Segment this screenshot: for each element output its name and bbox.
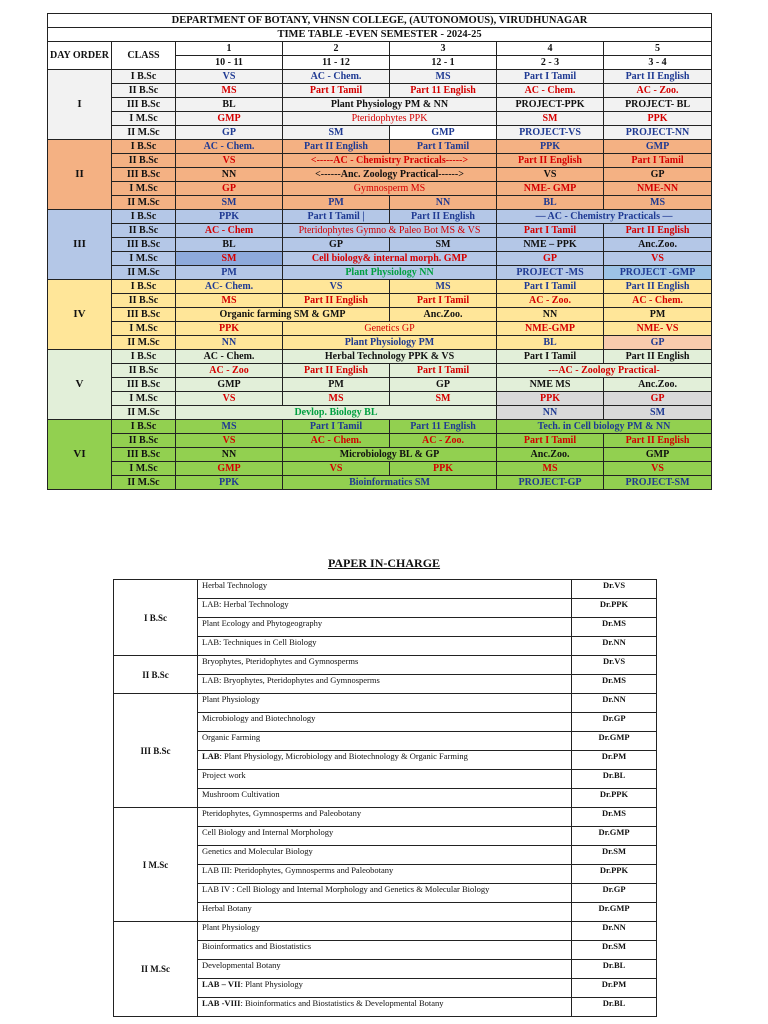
day-order-cell: V bbox=[48, 350, 112, 420]
staff-cell: Dr.GMP bbox=[572, 827, 657, 846]
class-cell: II M.Sc bbox=[112, 196, 176, 210]
period-cell: SM bbox=[390, 238, 497, 252]
timetable-row bbox=[48, 462, 712, 476]
paper-title: Mushroom Cultivation bbox=[202, 789, 280, 799]
period-cell: PROJECT-SM bbox=[604, 476, 712, 490]
paper-class-cell: II B.Sc bbox=[114, 656, 198, 694]
period-cell: SM bbox=[283, 126, 390, 140]
period-cell: Part I Tamil bbox=[497, 224, 604, 238]
timetable-row bbox=[48, 140, 712, 154]
period-cell: VS bbox=[176, 154, 283, 168]
paper-title-cell bbox=[198, 808, 572, 827]
period-cell: Part I Tamil bbox=[283, 420, 390, 434]
class-cell: I M.Sc bbox=[112, 112, 176, 126]
period-cell: Plant Physiology PM & NN bbox=[283, 98, 497, 112]
period-cell: Organic farming SM & GMP bbox=[176, 308, 390, 322]
paper-title-cell bbox=[198, 998, 572, 1017]
period-cell: NME-GMP bbox=[497, 322, 604, 336]
period-cell: PPK bbox=[497, 392, 604, 406]
period-cell: AC - Chem. bbox=[176, 140, 283, 154]
staff-cell: Dr.MS bbox=[572, 808, 657, 827]
period-cell: GP bbox=[176, 182, 283, 196]
period-cell: PROJECT-NN bbox=[604, 126, 712, 140]
time-header: 10 - 11 bbox=[176, 56, 283, 70]
paper-title-cell bbox=[198, 637, 572, 656]
staff-cell: Dr.PPK bbox=[572, 599, 657, 618]
paper-title: Plant Physiology bbox=[202, 922, 260, 932]
staff-cell: Dr.PPK bbox=[572, 865, 657, 884]
paper-class-cell: III B.Sc bbox=[114, 694, 198, 808]
period-cell: VS bbox=[604, 462, 712, 476]
paper-row bbox=[114, 808, 657, 827]
period-cell: GMP bbox=[176, 112, 283, 126]
hour-header: 5 bbox=[604, 42, 712, 56]
period-cell: Part I Tamil bbox=[604, 154, 712, 168]
class-cell: II M.Sc bbox=[112, 126, 176, 140]
staff-cell: Dr.BL bbox=[572, 770, 657, 789]
paper-title: Herbal Botany bbox=[202, 903, 252, 913]
paper-title: Developmental Botany bbox=[202, 960, 281, 970]
staff-cell: Dr.NN bbox=[572, 694, 657, 713]
period-cell: GMP bbox=[604, 448, 712, 462]
period-cell: AC- Chem. bbox=[176, 280, 283, 294]
hour-header: 2 bbox=[283, 42, 390, 56]
paper-class-cell: I M.Sc bbox=[114, 808, 198, 922]
paper-title-cell bbox=[198, 580, 572, 599]
hour-header: 4 bbox=[497, 42, 604, 56]
timetable-title: DEPARTMENT OF BOTANY, VHNSN COLLEGE, (AUTONOMOUS), VIRUDHUNAGAR bbox=[48, 14, 712, 28]
staff-cell: Dr.PPK bbox=[572, 789, 657, 808]
timetable-row bbox=[48, 238, 712, 252]
paper-title: Organic Farming bbox=[202, 732, 261, 742]
period-cell: Part II English bbox=[604, 350, 712, 364]
paper-class-cell: II M.Sc bbox=[114, 922, 198, 1017]
period-cell: VS bbox=[604, 252, 712, 266]
day-order-header: DAY ORDER bbox=[48, 42, 112, 70]
paper-title: Bioinformatics and Biostatistics bbox=[202, 941, 312, 951]
paper-title: : Bioinformatics and Biostatistics & Developmental Botany bbox=[240, 998, 444, 1008]
period-cell: PROJECT -MS bbox=[497, 266, 604, 280]
period-cell: VS bbox=[283, 280, 390, 294]
paper-title: LAB IV : Cell Biology and Internal Morphology and Genetics & Molecular Biology bbox=[202, 884, 490, 894]
period-cell: PPK bbox=[176, 476, 283, 490]
class-cell: III B.Sc bbox=[112, 238, 176, 252]
timetable-row bbox=[48, 322, 712, 336]
staff-cell: Dr.VS bbox=[572, 656, 657, 675]
period-cell: SM bbox=[176, 252, 283, 266]
class-cell: I B.Sc bbox=[112, 210, 176, 224]
time-header: 11 - 12 bbox=[283, 56, 390, 70]
period-cell: PM bbox=[283, 196, 390, 210]
class-cell: I M.Sc bbox=[112, 462, 176, 476]
period-cell: GMP bbox=[604, 140, 712, 154]
period-cell: GP bbox=[604, 336, 712, 350]
day-order-cell: I bbox=[48, 70, 112, 140]
paper-title-cell bbox=[198, 846, 572, 865]
timetable-subtitle: TIME TABLE -EVEN SEMESTER - 2024-25 bbox=[48, 28, 712, 42]
period-cell: GMP bbox=[176, 378, 283, 392]
class-cell: III B.Sc bbox=[112, 168, 176, 182]
period-cell: MS bbox=[604, 196, 712, 210]
time-header: 2 - 3 bbox=[497, 56, 604, 70]
staff-cell: Dr.BL bbox=[572, 960, 657, 979]
paper-title-cell bbox=[198, 960, 572, 979]
paper-class-cell: I B.Sc bbox=[114, 580, 198, 656]
paper-title-cell bbox=[198, 884, 572, 903]
period-cell: GP bbox=[283, 238, 390, 252]
paper-title: Pteridophytes, Gymnosperms and Paleobotany bbox=[202, 808, 362, 818]
period-cell: Part II English bbox=[604, 70, 712, 84]
timetable-row bbox=[48, 126, 712, 140]
period-cell: SM bbox=[390, 392, 497, 406]
period-cell: <-----AC - Chemistry Practicals-----> bbox=[283, 154, 497, 168]
period-cell: AC - Chem. bbox=[176, 350, 283, 364]
period-cell: NN bbox=[176, 168, 283, 182]
staff-cell: Dr.MS bbox=[572, 618, 657, 637]
timetable-row bbox=[48, 378, 712, 392]
paper-title-cell bbox=[198, 827, 572, 846]
class-cell: I M.Sc bbox=[112, 182, 176, 196]
period-cell: Part II English bbox=[390, 210, 497, 224]
class-cell: III B.Sc bbox=[112, 98, 176, 112]
paper-title-cell bbox=[198, 789, 572, 808]
staff-cell: Dr.GP bbox=[572, 884, 657, 903]
timetable-row bbox=[48, 308, 712, 322]
timetable-row bbox=[48, 112, 712, 126]
period-cell: PPK bbox=[176, 210, 283, 224]
period-cell: Anc.Zoo. bbox=[497, 448, 604, 462]
period-cell: Part I Tamil | bbox=[283, 210, 390, 224]
period-cell: Part II English bbox=[283, 140, 390, 154]
period-cell: PM bbox=[283, 378, 390, 392]
timetable-row bbox=[48, 154, 712, 168]
timetable-row bbox=[48, 420, 712, 434]
period-cell: Gymnosperm MS bbox=[283, 182, 497, 196]
period-cell: Part I Tamil bbox=[390, 294, 497, 308]
period-cell: VS bbox=[176, 392, 283, 406]
class-cell: II B.Sc bbox=[112, 224, 176, 238]
paper-title: LAB III: Pteridophytes, Gymnosperms and Paleobotany bbox=[202, 865, 394, 875]
paper-title: LAB: Herbal Technology bbox=[202, 599, 289, 609]
period-cell: AC - Zoo. bbox=[390, 434, 497, 448]
period-cell: MS bbox=[283, 392, 390, 406]
period-cell: Microbiology BL & GP bbox=[283, 448, 497, 462]
class-header: CLASS bbox=[112, 42, 176, 70]
period-cell: VS bbox=[283, 462, 390, 476]
day-order-cell: IV bbox=[48, 280, 112, 350]
period-cell: Anc.Zoo. bbox=[604, 378, 712, 392]
paper-title-cell bbox=[198, 732, 572, 751]
period-cell: Plant Physiology PM bbox=[283, 336, 497, 350]
class-cell: I M.Sc bbox=[112, 392, 176, 406]
timetable-row bbox=[48, 476, 712, 490]
timetable-row bbox=[48, 182, 712, 196]
period-cell: GP bbox=[604, 392, 712, 406]
timetable-row bbox=[48, 350, 712, 364]
day-order-cell: VI bbox=[48, 420, 112, 490]
period-cell: PROJECT-PPK bbox=[497, 98, 604, 112]
period-cell: MS bbox=[176, 294, 283, 308]
paper-incharge-table bbox=[113, 579, 657, 1017]
period-cell: AC - Chem. bbox=[604, 294, 712, 308]
timetable-row bbox=[48, 392, 712, 406]
paper-title-cell bbox=[198, 599, 572, 618]
period-cell: MS bbox=[176, 420, 283, 434]
paper-title: Genetics and Molecular Biology bbox=[202, 846, 313, 856]
period-cell: PROJECT-VS bbox=[497, 126, 604, 140]
period-cell: AC - Zoo bbox=[176, 364, 283, 378]
period-cell: PPK bbox=[604, 112, 712, 126]
period-cell: Anc.Zoo. bbox=[390, 308, 497, 322]
period-cell: AC - Chem. bbox=[283, 434, 390, 448]
timetable-row bbox=[48, 406, 712, 420]
paper-title: LAB: Techniques in Cell Biology bbox=[202, 637, 317, 647]
time-header: 3 - 4 bbox=[604, 56, 712, 70]
timetable-row bbox=[48, 294, 712, 308]
period-cell: GP bbox=[176, 126, 283, 140]
period-cell: Part 11 English bbox=[390, 420, 497, 434]
paper-title-cell bbox=[198, 656, 572, 675]
period-cell: Part 11 English bbox=[390, 84, 497, 98]
paper-title: : Plant Physiology, Microbiology and Biotechnology & Organic Farming bbox=[219, 751, 468, 761]
class-cell: I M.Sc bbox=[112, 252, 176, 266]
timetable-row bbox=[48, 364, 712, 378]
paper-title: Cell Biology and Internal Morphology bbox=[202, 827, 334, 837]
period-cell: PM bbox=[604, 308, 712, 322]
timetable-row bbox=[48, 280, 712, 294]
class-cell: II B.Sc bbox=[112, 294, 176, 308]
staff-cell: Dr.PM bbox=[572, 979, 657, 998]
paper-row bbox=[114, 694, 657, 713]
period-cell: NME-NN bbox=[604, 182, 712, 196]
period-cell: <------Anc. Zoology Practical------> bbox=[283, 168, 497, 182]
period-cell: Bioinformatics SM bbox=[283, 476, 497, 490]
period-cell: Anc.Zoo. bbox=[604, 238, 712, 252]
period-cell: SM bbox=[497, 112, 604, 126]
period-cell: PM bbox=[176, 266, 283, 280]
timetable-row bbox=[48, 98, 712, 112]
period-cell: NME- VS bbox=[604, 322, 712, 336]
class-cell: I B.Sc bbox=[112, 280, 176, 294]
period-cell: GP bbox=[497, 252, 604, 266]
period-cell: Cell biology& internal morph. GMP bbox=[283, 252, 497, 266]
period-cell: Part II English bbox=[604, 280, 712, 294]
timetable-row bbox=[48, 196, 712, 210]
paper-lab-label: LAB -VIII bbox=[202, 998, 241, 1008]
class-cell: II M.Sc bbox=[112, 476, 176, 490]
paper-title: Project work bbox=[202, 770, 246, 780]
period-cell: NN bbox=[176, 336, 283, 350]
timetable-row bbox=[48, 434, 712, 448]
period-cell: Pteridophytes Gymno & Paleo Bot MS & VS bbox=[283, 224, 497, 238]
day-order-cell: II bbox=[48, 140, 112, 210]
staff-cell: Dr.GMP bbox=[572, 732, 657, 751]
class-cell: II B.Sc bbox=[112, 434, 176, 448]
paper-title: Microbiology and Biotechnology bbox=[202, 713, 316, 723]
class-cell: II B.Sc bbox=[112, 154, 176, 168]
period-cell: ---AC - Zoology Practical- bbox=[497, 364, 712, 378]
period-cell: GP bbox=[390, 378, 497, 392]
period-cell: Part II English bbox=[604, 434, 712, 448]
staff-cell: Dr.NN bbox=[572, 637, 657, 656]
timetable-row bbox=[48, 336, 712, 350]
hour-header: 1 bbox=[176, 42, 283, 56]
class-cell: II B.Sc bbox=[112, 364, 176, 378]
paper-title-cell bbox=[198, 694, 572, 713]
period-cell: Part I Tamil bbox=[390, 364, 497, 378]
paper-incharge-title: PAPER IN-CHARGE bbox=[327, 556, 441, 570]
class-cell: III B.Sc bbox=[112, 448, 176, 462]
class-cell: II M.Sc bbox=[112, 406, 176, 420]
period-cell: BL bbox=[497, 336, 604, 350]
period-cell: SM bbox=[604, 406, 712, 420]
period-cell: MS bbox=[497, 462, 604, 476]
paper-title-cell bbox=[198, 618, 572, 637]
timetable-row bbox=[48, 266, 712, 280]
staff-cell: Dr.VS bbox=[572, 580, 657, 599]
period-cell: PPK bbox=[390, 462, 497, 476]
paper-lab-label: LAB bbox=[202, 751, 220, 761]
period-cell: Herbal Technology PPK & VS bbox=[283, 350, 497, 364]
paper-title: Plant Ecology and Phytogeography bbox=[202, 618, 323, 628]
hour-header: 3 bbox=[390, 42, 497, 56]
staff-cell: Dr.SM bbox=[572, 941, 657, 960]
period-cell: Part II English bbox=[497, 154, 604, 168]
class-cell: I B.Sc bbox=[112, 70, 176, 84]
timetable-row bbox=[48, 448, 712, 462]
period-cell: VS bbox=[176, 70, 283, 84]
period-cell: GMP bbox=[176, 462, 283, 476]
class-cell: II M.Sc bbox=[112, 266, 176, 280]
paper-title-cell bbox=[198, 675, 572, 694]
staff-cell: Dr.PM bbox=[572, 751, 657, 770]
timetable-row bbox=[48, 84, 712, 98]
timetable-row bbox=[48, 168, 712, 182]
period-cell: VS bbox=[497, 168, 604, 182]
period-cell: SM bbox=[176, 196, 283, 210]
period-cell: Part I Tamil bbox=[283, 84, 390, 98]
period-cell: GP bbox=[604, 168, 712, 182]
paper-title-cell bbox=[198, 713, 572, 732]
timetable-row bbox=[48, 224, 712, 238]
staff-cell: Dr.GP bbox=[572, 713, 657, 732]
period-cell: MS bbox=[390, 70, 497, 84]
class-cell: II B.Sc bbox=[112, 84, 176, 98]
class-cell: II M.Sc bbox=[112, 336, 176, 350]
paper-row bbox=[114, 922, 657, 941]
period-cell: Part II English bbox=[283, 364, 390, 378]
paper-lab-label: LAB – VII bbox=[202, 979, 241, 989]
period-cell: BL bbox=[176, 238, 283, 252]
paper-title: : Plant Physiology bbox=[240, 979, 303, 989]
period-cell: Part II English bbox=[604, 224, 712, 238]
paper-title: Bryophytes, Pteridophytes and Gymnosperms bbox=[202, 656, 359, 666]
paper-title-cell bbox=[198, 941, 572, 960]
period-cell: NN bbox=[390, 196, 497, 210]
period-cell: NME- GMP bbox=[497, 182, 604, 196]
timetable-row bbox=[48, 252, 712, 266]
period-cell: Part I Tamil bbox=[497, 350, 604, 364]
paper-row bbox=[114, 580, 657, 599]
timetable-row bbox=[48, 70, 712, 84]
period-cell: VS bbox=[176, 434, 283, 448]
period-cell: Pteridophytes PPK bbox=[283, 112, 497, 126]
period-cell: — AC - Chemistry Practicals — bbox=[497, 210, 712, 224]
class-cell: III B.Sc bbox=[112, 308, 176, 322]
class-cell: I B.Sc bbox=[112, 350, 176, 364]
paper-title-cell bbox=[198, 865, 572, 884]
period-cell: NME – PPK bbox=[497, 238, 604, 252]
period-cell: AC - Zoo. bbox=[497, 294, 604, 308]
period-cell: AC - Chem bbox=[176, 224, 283, 238]
paper-title: LAB: Bryophytes, Pteridophytes and Gymnosperms bbox=[202, 675, 380, 685]
staff-cell: Dr.SM bbox=[572, 846, 657, 865]
period-cell: PROJECT-GP bbox=[497, 476, 604, 490]
class-cell: I B.Sc bbox=[112, 140, 176, 154]
period-cell: Part I Tamil bbox=[497, 434, 604, 448]
period-cell: Part II English bbox=[283, 294, 390, 308]
period-cell: PROJECT -GMP bbox=[604, 266, 712, 280]
period-cell: BL bbox=[497, 196, 604, 210]
period-cell: PPK bbox=[497, 140, 604, 154]
period-cell: AC - Zoo. bbox=[604, 84, 712, 98]
period-cell: NN bbox=[497, 308, 604, 322]
paper-title-cell bbox=[198, 922, 572, 941]
period-cell: Part I Tamil bbox=[497, 70, 604, 84]
period-cell: Part I Tamil bbox=[390, 140, 497, 154]
timetable bbox=[47, 13, 712, 490]
class-cell: I B.Sc bbox=[112, 420, 176, 434]
staff-cell: Dr.BL bbox=[572, 998, 657, 1017]
staff-cell: Dr.MS bbox=[572, 675, 657, 694]
time-header: 12 - 1 bbox=[390, 56, 497, 70]
staff-cell: Dr.NN bbox=[572, 922, 657, 941]
period-cell: MS bbox=[390, 280, 497, 294]
staff-cell: Dr.GMP bbox=[572, 903, 657, 922]
period-cell: NN bbox=[497, 406, 604, 420]
day-order-cell: III bbox=[48, 210, 112, 280]
paper-title-cell bbox=[198, 770, 572, 789]
class-cell: III B.Sc bbox=[112, 378, 176, 392]
period-cell: Devlop. Biology BL bbox=[176, 406, 497, 420]
period-cell: Plant Physiology NN bbox=[283, 266, 497, 280]
paper-title: Plant Physiology bbox=[202, 694, 260, 704]
period-cell: PROJECT- BL bbox=[604, 98, 712, 112]
period-cell: Tech. in Cell biology PM & NN bbox=[497, 420, 712, 434]
period-cell: AC - Chem. bbox=[497, 84, 604, 98]
paper-title: Herbal Technology bbox=[202, 580, 268, 590]
period-cell: MS bbox=[176, 84, 283, 98]
paper-title-cell bbox=[198, 903, 572, 922]
class-cell: I M.Sc bbox=[112, 322, 176, 336]
period-cell: NN bbox=[176, 448, 283, 462]
timetable-row bbox=[48, 210, 712, 224]
period-cell: NME MS bbox=[497, 378, 604, 392]
period-cell: PPK bbox=[176, 322, 283, 336]
period-cell: Genetics GP bbox=[283, 322, 497, 336]
paper-row bbox=[114, 656, 657, 675]
period-cell: Part I Tamil bbox=[497, 280, 604, 294]
paper-title-cell bbox=[198, 979, 572, 998]
period-cell: BL bbox=[176, 98, 283, 112]
paper-title-cell bbox=[198, 751, 572, 770]
period-cell: AC - Chem. bbox=[283, 70, 390, 84]
period-cell: GMP bbox=[390, 126, 497, 140]
